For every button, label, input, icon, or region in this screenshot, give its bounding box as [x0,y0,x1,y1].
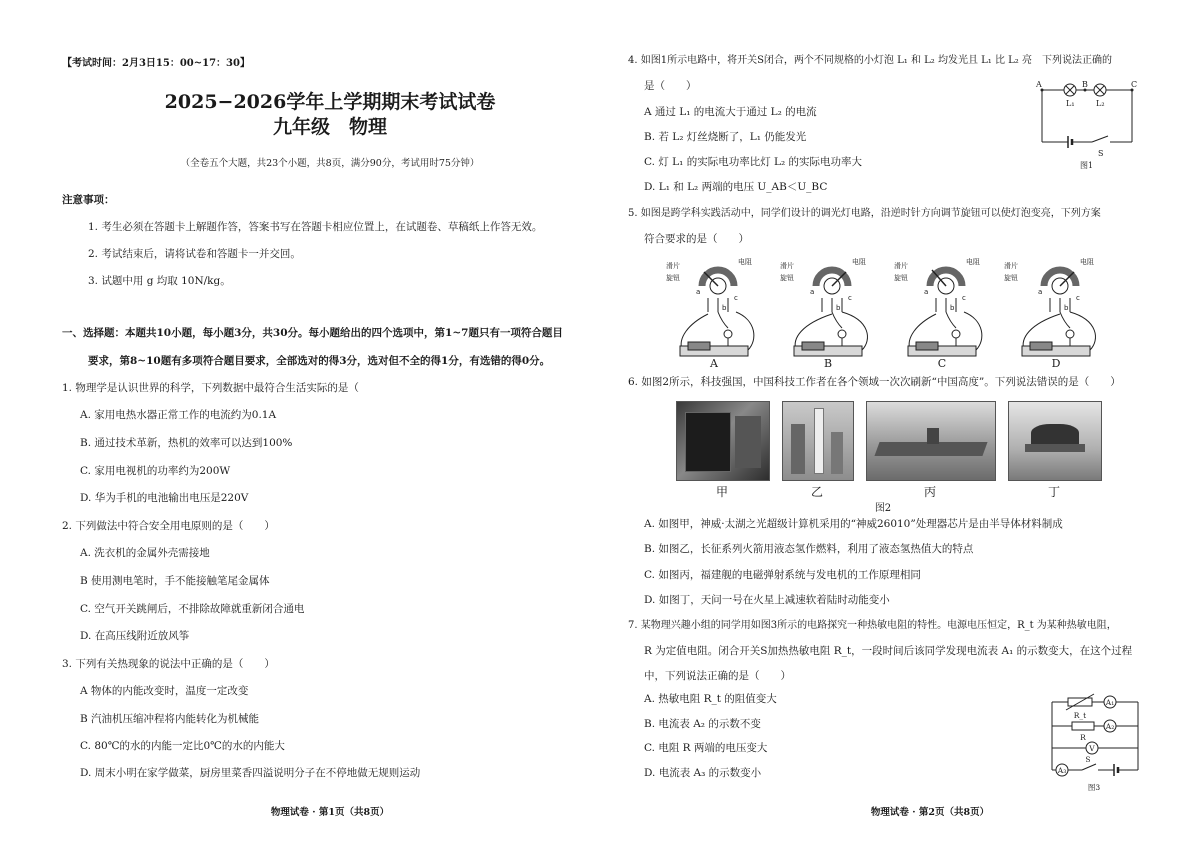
figure-2-caption: 图2 [874,503,892,514]
exam-subtitle: 九年级 物理 [272,116,387,138]
label-terminal-c: c [734,294,738,302]
question-1-option-b: B. 通过技术革新，热机的效率可以达到100% [80,437,293,449]
fig3-label-a2: A₂ [1105,722,1115,731]
question-4-option-b: B. 若 L₂ 灯丝烧断了，L₁ 仍能发光 [644,131,807,143]
question-3-stem: 3. 下列有关热现象的说法中正确的是（ ） [62,658,275,670]
dimmer-circuit-drawing [658,254,770,370]
fig1-label-l1: L₁ [1066,99,1075,108]
page-footer: 物理试卷 · 第2页（共8页） [870,807,990,818]
question-5-stem: 5. 如图是跨学科实践活动中，同学们设计的调光灯电路，沿逆时针方向调节旋钮可以使灯泡变亮，下列方案 [628,208,1101,219]
question-7-stem: 7. 某物理兴趣小组的同学用如图3所示的电路探究一种热敏电阻的特性。电源电压恒定，R_t 为某种热敏电阻， [628,620,1117,631]
label-slider: 滑片 [666,262,680,270]
question-1-option-c: C. 家用电视机的功率约为200W [80,465,231,477]
exam-time: 【考试时间：2月3日15：00~17：30】 [62,58,250,69]
label-resistor: 电阻 [966,258,980,266]
label-slider: 滑片 [894,262,908,270]
fig3-caption: 图3 [1087,783,1101,792]
question-3-option-d: D. 周末小明在家学做菜，厨房里菜香四溢说明分子在不停地做无规则运动 [80,767,421,779]
dimmer-option-label: C [937,357,947,370]
question-4-option-a: A 通过 L₁ 的电流大于通过 L₂ 的电流 [644,106,817,118]
question-4-stem-cont: 是（ ） [644,80,697,92]
question-2-option-d: D. 在高压线附近放风筝 [80,630,190,642]
section-1-instructions: 一、选择题：本题共10小题，每小题3分，共30分。每小题给出的四个选项中，第1~7题只有一项符合题目 [62,327,563,339]
fig3-label-rt: R_t [1073,711,1087,720]
question-4-stem: 4. 如图1所示电路中，将开关S闭合，两个不同规格的小灯泡 L₁ 和 L₂ 均发光且 L₁ 比 L₂ 亮 下列说法正确的 [628,55,1112,66]
label-terminal-c: c [848,294,852,302]
label-terminal-b: b [722,304,727,312]
fig3-label-s: S [1085,755,1091,764]
label-terminal-a: a [1038,288,1043,296]
label-terminal-c: c [1076,294,1080,302]
label-knob: 旋钮 [1004,274,1018,282]
aircraft-carrier-photo [866,401,996,481]
question-4-option-d: D. L₁ 和 L₂ 两端的电压 U_AB＜U_BC [644,181,828,193]
fig1-label-l2: L₂ [1096,99,1105,108]
section-1-instructions-cont: 要求，第8~10题有多项符合题目要求，全部选对的得3分，选对但不全的得1分，有选错的得0分。 [88,355,551,367]
dimmer-circuit-option-b [772,254,884,370]
label-knob: 旋钮 [894,274,908,282]
question-6-option-a: A. 如图甲，神威·太湖之光超级计算机采用的“神威26010”处理器芯片是由半导体材料制成 [644,518,1063,530]
dimmer-circuit-option-c [886,254,998,370]
fig1-label-c: C [1131,80,1138,89]
label-slider: 滑片 [780,262,794,270]
photo-label-bing: 丙 [923,485,936,499]
question-7-option-b: B. 电流表 A₂ 的示数不变 [644,718,761,730]
question-2-option-c: C. 空气开关跳闸后，不排除故障就重新闭合通电 [80,603,305,615]
question-6-stem: 6. 如图2所示，科技强国，中国科技工作者在各个领域一次次刷新“中国高度”。下列说法错误的是（ ） [628,376,1121,388]
photo-label-ding: 丁 [1047,485,1060,499]
notice-item: 3. 试题中用 g 均取 10N/kg。 [88,275,231,287]
notice-item: 2. 考试结束后，请将试卷和答题卡一并交回。 [88,248,301,260]
fig3-label-a3: A₃ [1057,766,1067,775]
figure-1-circuit [1032,78,1144,172]
question-7-stem-cont: R 为定值电阻。闭合开关S加热热敏电阻 R_t，一段时间后该同学发现电流表 A₁ 的示数变大，在这个过程 [644,645,1133,657]
fig3-label-v: V [1089,744,1095,753]
question-3-option-a: A 物体的内能改变时，温度一定改变 [80,685,249,697]
label-terminal-a: a [696,288,701,296]
photo-label-jia: 甲 [715,485,728,499]
notice-header: 注意事项： [62,194,115,206]
dimmer-option-label: D [1051,357,1061,370]
label-knob: 旋钮 [780,274,794,282]
question-1-stem: 1. 物理学是认识世界的科学，下列数据中最符合生活实际的是（ [62,382,359,394]
question-2-stem: 2. 下列做法中符合安全用电原则的是（ ） [62,520,275,532]
exam-title: 2025−2026学年上学期期末考试试卷 [164,91,496,113]
mars-rover-photo [1008,401,1102,481]
question-7-stem-cont: 中，下列说法正确的是（ ） [644,670,791,682]
supercomputer-photo [676,401,770,481]
fig1-label-s: S [1098,149,1104,158]
question-5-stem-cont: 符合要求的是（ ） [644,233,749,245]
question-7-option-a: A. 热敏电阻 R_t 的阻值变大 [644,693,777,705]
label-resistor: 电阻 [1080,258,1094,266]
fig1-label-b: B [1082,80,1088,89]
dimmer-circuit-drawing [1000,254,1112,370]
dimmer-option-label: B [823,357,833,370]
label-resistor: 电阻 [852,258,866,266]
label-terminal-b: b [950,304,955,312]
page-footer: 物理试卷 · 第1页（共8页） [270,807,390,818]
question-6-option-b: B. 如图乙，长征系列火箭用液态氢作燃料，利用了液态氢热值大的特点 [644,543,974,555]
dimmer-option-label: A [710,357,718,370]
question-3-option-c: C. 80℃的水的内能一定比0℃的水的内能大 [80,740,285,752]
fig1-label-a: A [1036,80,1042,89]
figure-3-circuit [1042,690,1146,794]
fig3-label-a1: A₁ [1105,698,1115,707]
dimmer-circuit-drawing [772,254,884,370]
notice-item: 1. 考生必须在答题卡上解题作答，答案书写在答题卡相应位置上，在试题卷、草稿纸上作答无效。 [88,221,543,233]
question-3-option-b: B 汽油机压缩冲程将内能转化为机械能 [80,713,260,725]
photo-label-yi: 乙 [810,485,823,499]
rocket-photo [782,401,854,481]
question-2-option-a: A. 洗衣机的金属外壳需接地 [80,547,210,559]
label-terminal-a: a [810,288,815,296]
exam-note: （全卷五个大题，共23个小题，共8页，满分90分，考试用时75分钟） [180,158,480,169]
fig3-label-r: R [1080,733,1086,742]
label-terminal-c: c [962,294,966,302]
question-2-option-b: B 使用测电笔时，手不能接触笔尾金属体 [80,575,270,587]
question-7-option-d: D. 电流表 A₃ 的示数变小 [644,767,762,779]
label-terminal-a: a [924,288,929,296]
fig1-caption: 图1 [1080,161,1094,170]
question-4-option-c: C. 灯 L₁ 的实际电功率比灯 L₂ 的实际电功率大 [644,156,863,168]
dimmer-circuit-option-a [658,254,770,370]
label-terminal-b: b [836,304,841,312]
question-6-option-c: C. 如图丙，福建舰的电磁弹射系统与发电机的工作原理相同 [644,569,921,581]
question-1-option-d: D. 华为手机的电池输出电压是220V [80,492,249,504]
label-resistor: 电阻 [738,258,752,266]
label-slider: 滑片 [1004,262,1018,270]
question-1-option-a: A. 家用电热水器正常工作的电流约为0.1A [80,409,277,421]
question-7-option-c: C. 电阻 R 两端的电压变大 [644,742,768,754]
dimmer-circuit-option-d [1000,254,1112,370]
label-knob: 旋钮 [666,274,680,282]
dimmer-circuit-drawing [886,254,998,370]
label-terminal-b: b [1064,304,1069,312]
question-6-option-d: D. 如图丁，天问一号在火星上减速软着陆时动能变小 [644,594,890,606]
exam-page-2 [600,0,1200,849]
